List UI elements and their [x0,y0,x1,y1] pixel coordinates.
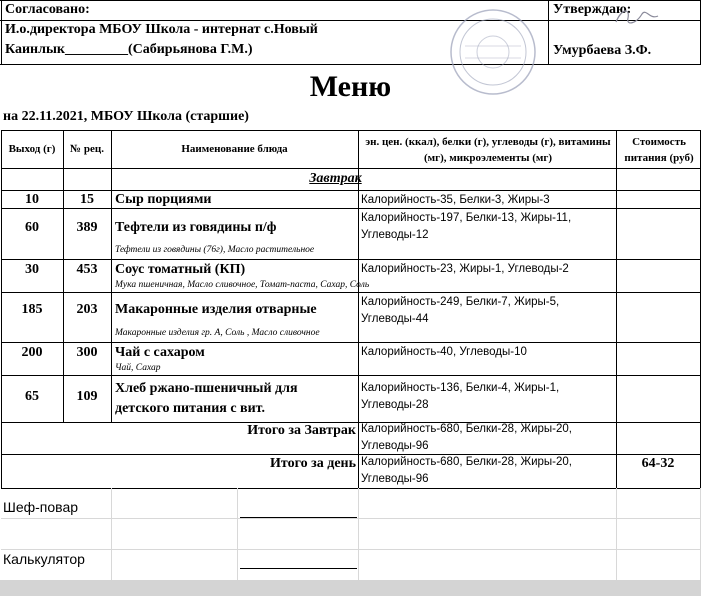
table-row-yield: 65 [25,389,39,404]
total-meal-nutrition: Калорийность-680, Белки-28, Жиры-20, Углеводы-96 [361,423,572,452]
table-row-dish: Сыр порциями [115,192,212,207]
table-row-dish: Чай с сахаром [115,345,205,360]
table-row-nutrition: Калорийность-23, Жиры-1, Углеводы-2 [361,263,569,275]
table-row-nutrition: Калорийность-249, Белки-7, Жиры-5, Углеводы-44 [361,296,560,325]
table-row-nutrition: Калорийность-35, Белки-3, Жиры-3 [361,194,550,206]
subtitle: на 22.11.2021, МБОУ Школа (старшие) [3,109,249,124]
table-row-recipe: 109 [76,389,98,404]
table-row-dish: Макаронные изделия отварные [115,302,317,317]
total-day-label: Итого за день [270,456,356,471]
table-row-dish: Тефтели из говядины п/ф [115,220,277,235]
table-row-yield: 10 [25,192,39,207]
col-cost: Стоимость питания (руб) [624,136,694,164]
table-row-nutrition: Калорийность-40, Углеводы-10 [361,346,527,358]
col-nutrition: эн. цен. (ккал), белки (г), углеводы (г), витамины (мг), микроэлементы (мг) [365,136,611,164]
approver-line-1: И.о.директора МБОУ Школа - интернат с.Новый [5,22,318,37]
calculator-label: Калькулятор [3,551,85,567]
table-row-ingredients: Макаронные изделия гр. А, Соль , Масло сливочное [115,328,320,338]
total-day-nutrition: Калорийность-680, Белки-28, Жиры-20, Углеводы-96 [361,456,572,485]
col-recipe: № рец. [70,143,104,155]
bottom-bar [0,580,701,596]
table-row-nutrition: Калорийность-136, Белки-4, Жиры-1, Углеводы-28 [361,382,560,411]
meal-title: Завтрак [309,171,362,186]
table-row-ingredients: Чай, Сахар [115,363,161,373]
approved-label: Согласовано: [5,2,90,17]
chef-label: Шеф-повар [3,499,79,515]
chef-signature-line [240,517,357,518]
page-title: Меню [309,70,392,103]
table-row-yield: 30 [25,262,39,277]
table-row-ingredients: Тефтели из говядины (76г), Масло растительное [115,245,315,255]
table-row-recipe: 15 [80,192,94,207]
table-row-yield: 185 [21,302,43,317]
signature [612,4,662,30]
total-day-cost: 64-32 [641,456,675,471]
table-row-recipe: 203 [76,302,98,317]
table-row-nutrition: Калорийность-197, Белки-13, Жиры-11, Углеводы-12 [361,212,572,241]
table-row-yield: 60 [25,220,39,235]
table-row-recipe: 300 [76,345,98,360]
total-meal-label: Итого за Завтрак [247,423,356,438]
table-row-recipe: 389 [76,220,98,235]
confirmer-name: Умурбаева З.Ф. [553,43,652,58]
table-row-dish: Соус томатный (КП) [115,262,246,277]
approver-line-2: Каинлык_________(Сабирьянова Г.М.) [5,42,253,57]
calculator-signature-line [240,568,357,569]
table-row-ingredients: Мука пшеничная, Масло сливочное, Томат-паста, Сахар, Соль [115,280,370,290]
confirm-label: Утверждаю: [553,2,632,17]
table-row-recipe: 453 [76,262,98,277]
table-row-dish: Хлеб ржано-пшеничный для детского питания с вит. [115,381,298,416]
table-row-yield: 200 [21,345,43,360]
col-yield: Выход (г) [8,143,56,155]
col-dish: Наименование блюда [181,143,288,155]
